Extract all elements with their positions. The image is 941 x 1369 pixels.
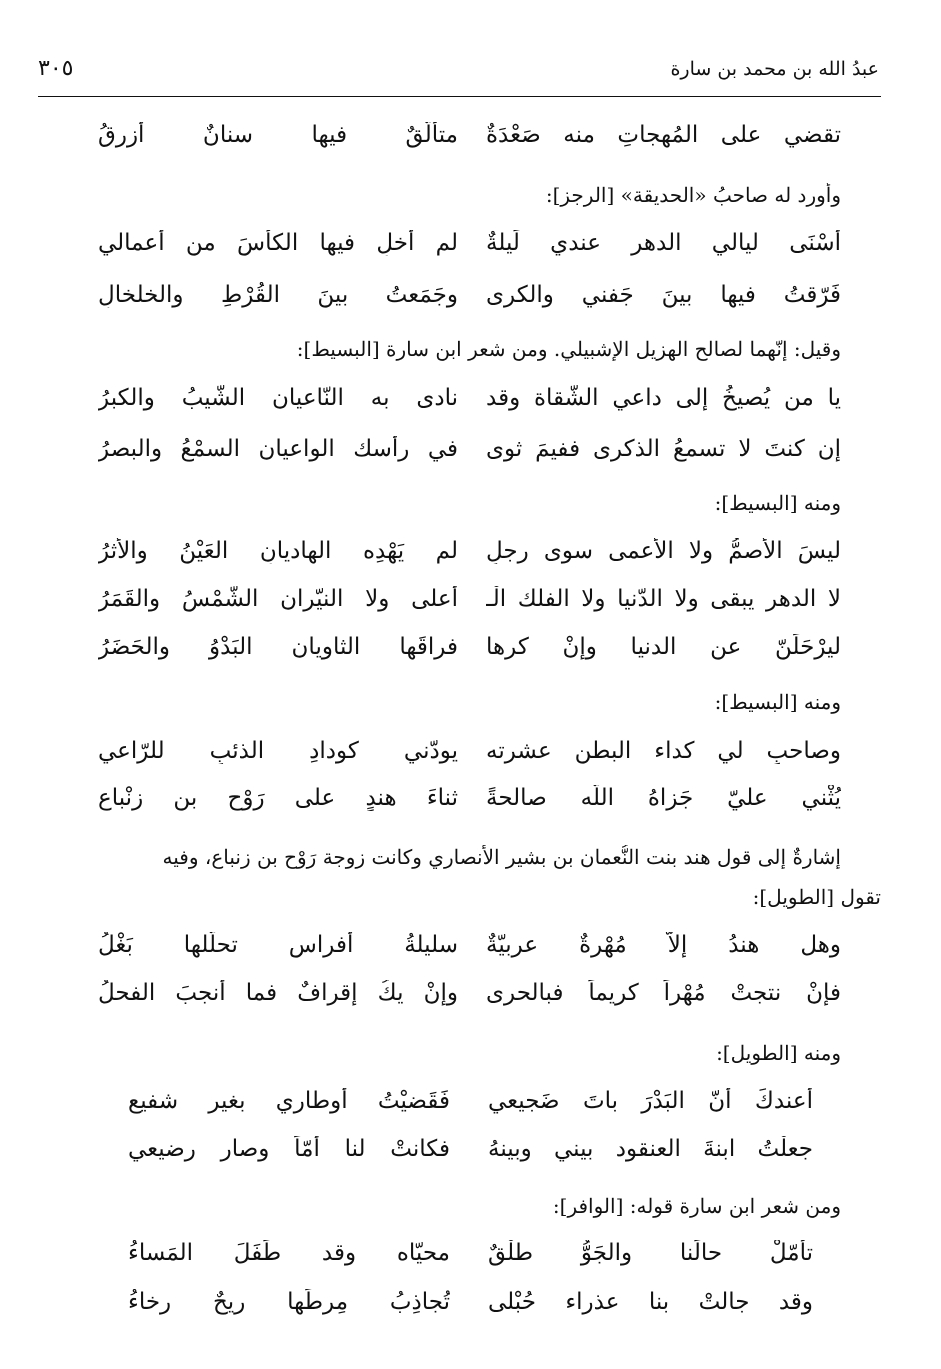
verse-line: [0, 634, 941, 674]
prose-paragraph: وأورد له صاحبُ «الحديقة» [الرجز]:: [545, 183, 841, 207]
verse-second-hemistich: فَقَضيْتُ أوطاري بغير شفيعِ: [128, 1088, 450, 1114]
verse-line: [0, 436, 941, 476]
verse-first-hemistich: فَرّقتُ فيها بينَ جَفني والكرى: [486, 282, 841, 308]
verse-second-hemistich: لم أُخلِ فيها الكأسَ من أعمالي: [98, 230, 458, 256]
verse-first-hemistich: فإنْ نتجتْ مُهْراً كريماً فبالحرى: [486, 980, 841, 1006]
prose-paragraph: ومن شعر ابن سارة قوله: [الوافر]:: [552, 1194, 841, 1218]
verse-first-hemistich: جعلْتُ ابنةَ العنقود بيني وبينهُ: [488, 1136, 813, 1162]
verse-line: [0, 738, 941, 778]
verse-line: [0, 586, 941, 626]
verse-first-hemistich: وصاحبٍ لي كداء البطن عشرته: [486, 738, 841, 764]
prose-paragraph: وقيل: إنّهما لصالح الهزيل الإشبيلي. ومن شعر ابن سارة [البسيط]:: [296, 337, 841, 361]
verse-line: [0, 122, 941, 162]
verse-second-hemistich: فكانتْ لنا أمّاً وصار رضيعي: [128, 1136, 450, 1162]
verse-second-hemistich: ثناءَ هندٍ على رَوْح بن زنْباعِ: [98, 785, 458, 811]
verse-line: [0, 538, 941, 578]
header-rule: [38, 96, 881, 97]
verse-line: [0, 785, 941, 825]
verse-first-hemistich: يا من يُصيخُ إلى داعي الشَّقاة وقد: [486, 385, 841, 411]
verse-first-hemistich: أسْنَى ليالي الدهر عندي لَيلةٌ: [486, 230, 841, 256]
verse-second-hemistich: أعلى ولا النيّران الشَّمْسُ والقَمَرُ: [98, 586, 458, 612]
verse-second-hemistich: فراقَها الثاويان البَدْوُ والحَضَرُ: [98, 634, 458, 660]
running-header-title: عبدُ الله بن محمد بن سارة: [670, 58, 879, 80]
verse-second-hemistich: يودّني كودادِ الذئبِ للرّاعي: [98, 738, 458, 764]
verse-first-hemistich: ليسَ الأصمُّ ولا الأعمى سوى رجلٍ: [486, 538, 841, 564]
verse-line: [0, 1136, 941, 1176]
verse-first-hemistich: وهل هندُ إلاّ مُهْرةٌ عربيّةٌ: [486, 932, 841, 958]
verse-first-hemistich: وقد جالتْ بنا عذراء حُبْلى: [488, 1289, 813, 1315]
prose-paragraph: ومنه [الطويل]:: [716, 1041, 841, 1065]
verse-first-hemistich: إن كنتَ لا تسمعُ الذكرى ففيمَ ثوى: [486, 436, 841, 462]
verse-line: [0, 230, 941, 270]
prose-paragraph: ومنه [البسيط]:: [714, 491, 841, 515]
verse-second-hemistich: وجَمَعتُ بينَ القُرْطِ والخلخالِ: [98, 282, 458, 308]
verse-second-hemistich: متألّقٌ فيها سنانٌ أزرقُ: [98, 122, 458, 148]
verse-first-hemistich: تقضي على المُهجاتِ منه صَعْدَةٌ: [486, 122, 841, 148]
prose-paragraph-continued: تقول [الطويل]:: [752, 885, 881, 909]
verse-first-hemistich: أعندكَ أنّ البَدْرَ باتَ ضَجيعي: [488, 1088, 813, 1114]
verse-line: [0, 932, 941, 972]
verse-line: [0, 385, 941, 425]
verse-second-hemistich: نادى به النّاعيان الشَّيبُ والكبرُ: [98, 385, 458, 411]
verse-line: [0, 1289, 941, 1329]
verse-line: [0, 282, 941, 322]
verse-second-hemistich: وإنْ يكُ إقرافٌ فما أنجبَ الفحلُ: [98, 980, 458, 1006]
verse-line: [0, 1240, 941, 1280]
prose-paragraph: ومنه [البسيط]:: [714, 690, 841, 714]
verse-second-hemistich: محيّاه وقد طَفَلَ المَساءُ: [128, 1240, 450, 1266]
verse-line: [0, 1088, 941, 1128]
verse-line: [0, 980, 941, 1020]
verse-first-hemistich: لا الدهر يبقى ولا الدّنيا ولا الفلك الْـ: [486, 586, 841, 612]
verse-second-hemistich: تُجاذِبُ مِرطَها ريحٌ رخاءُ: [128, 1289, 450, 1315]
page-number: ٣٠٥: [38, 56, 74, 81]
verse-first-hemistich: تأمّلْ حالَنا والجَوُّ طلْقٌ: [488, 1240, 813, 1266]
verse-second-hemistich: سليلةُ أفراسٍ تحلّلها بَغْلُ: [98, 932, 458, 958]
verse-second-hemistich: لم يَهْدِه الهاديانِ العَيْنُ والأثرُ: [98, 538, 458, 564]
prose-paragraph: إشارةٌ إلى قول هند بنت النُّعمان بن بشير الأنصاري وكانت زوجة رَوْح بن زنباع، وفيه: [162, 845, 841, 869]
verse-first-hemistich: ليرْحَلَنّ عن الدنيا وإنْ كرِها: [486, 634, 841, 660]
verse-first-hemistich: يُثْني عليّ جَزاهُ اللّه صالحةً: [486, 785, 841, 811]
verse-second-hemistich: في رأسك الواعيان السمْعُ والبصرُ: [98, 436, 458, 462]
